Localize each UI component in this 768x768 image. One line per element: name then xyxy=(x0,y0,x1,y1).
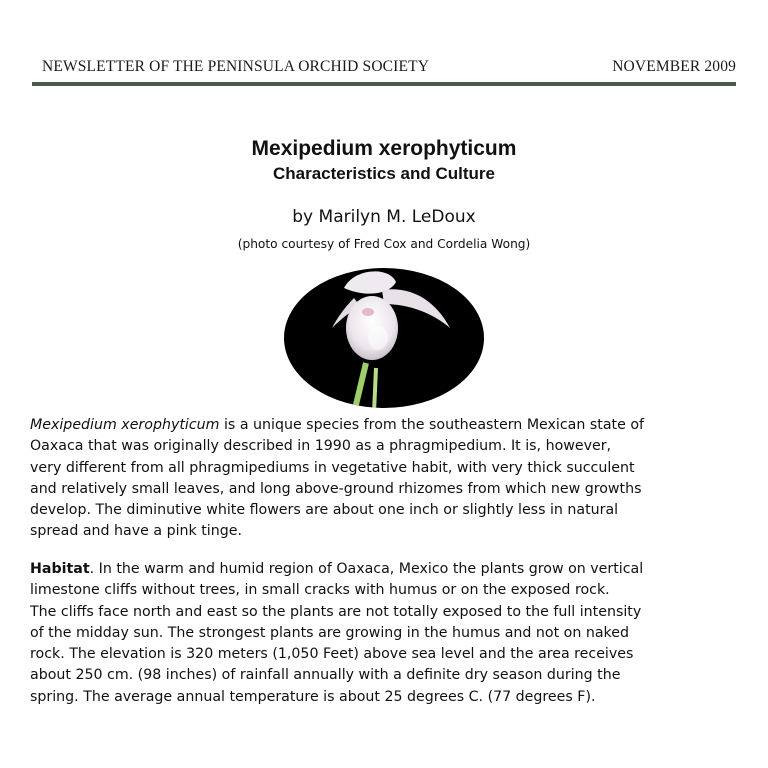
article-title: Mexipedium xerophyticum xyxy=(251,137,517,160)
intro-paragraph xyxy=(30,415,750,543)
masthead xyxy=(40,56,736,80)
habitat-line: about 250 cm. (98 inches) of rainfall annually with a definite dry season during the xyxy=(30,667,621,684)
habitat-line: limestone cliffs without trees, in small cracks with humus or on the exposed rock. xyxy=(30,582,610,599)
newsletter-name: NEWSLETTER OF THE PENINSULA ORCHID SOCIETY xyxy=(42,58,430,75)
intro-line: develop. The diminutive white flowers are about one inch or slightly less in natural xyxy=(30,502,619,519)
intro-line: spread and have a pink tinge. xyxy=(30,523,242,540)
intro-line: Oaxaca that was originally described in 1990 as a phragmipedium. It is, however, xyxy=(30,438,612,455)
intro-line: and relatively small leaves, and long above-ground rhizomes from which new growths xyxy=(30,480,642,497)
issue-date: NOVEMBER 2009 xyxy=(612,58,736,75)
intro-line: very different from all phragmipediums in vegetative habit, with very thick succulent xyxy=(30,459,635,476)
habitat-line: spring. The average annual temperature is about 25 degrees C. (77 degrees F). xyxy=(30,688,596,705)
habitat-line: of the midday sun. The strongest plants are growing in the humus and not on naked xyxy=(30,624,629,641)
habitat-heading: Habitat xyxy=(30,561,90,577)
species-name: Mexipedium xerophyticum xyxy=(30,417,220,433)
masthead-rule xyxy=(32,82,736,86)
intro-line: Mexipedium xerophyticum is a unique species from the southeastern Mexican state of xyxy=(30,417,644,433)
habitat-line: The cliffs face north and east so the plants are not totally exposed to the full intensity xyxy=(30,603,642,620)
photo-credit: (photo courtesy of Fred Cox and Cordelia Wong) xyxy=(237,237,531,251)
article-subtitle: Characteristics and Culture xyxy=(272,164,495,183)
habitat-line: rock. The elevation is 320 meters (1,050 Feet) above sea level and the area receives xyxy=(30,646,634,663)
habitat-paragraph xyxy=(30,559,750,708)
byline: by Marilyn M. LeDoux xyxy=(292,207,476,227)
habitat-line: Habitat. In the warm and humid region of Oaxaca, Mexico the plants grow on vertical xyxy=(30,561,644,577)
orchid-flower-photo xyxy=(284,268,484,408)
